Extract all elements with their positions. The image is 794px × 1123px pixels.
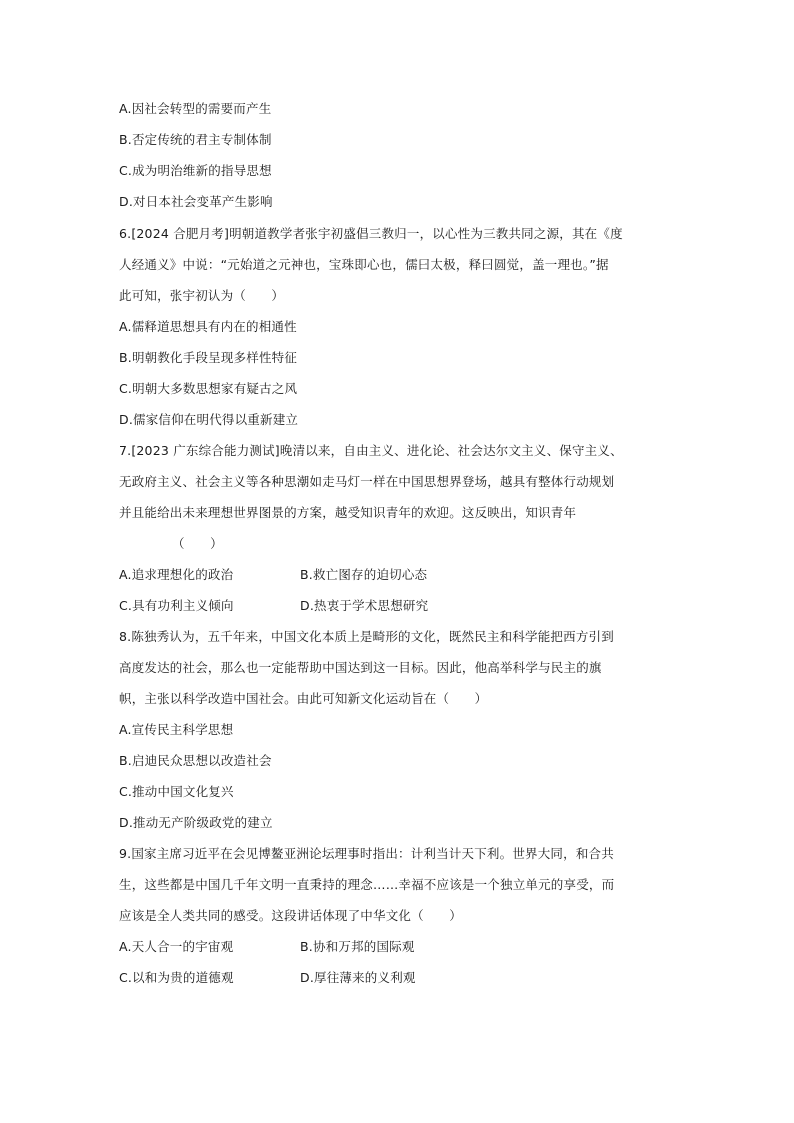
- q7-stem-line-4: （ ）: [172, 536, 223, 551]
- q7-stem-line-2: 无政府主义、社会主义等各种思潮如走马灯一样在中国思想界登场，越具有整体行动规划: [119, 474, 615, 489]
- q6-stem-line-1: 6.[2024 合肥月考]明朝道教学者张宇初盛倡三教归一，以心性为三教共同之源，其在《度: [119, 226, 623, 241]
- q7-stem-line-1: 7.[2023 广东综合能力测试]晚清以来，自由主义、进化论、社会达尔文主义、保守主义、: [119, 443, 623, 458]
- q5-option-a: A.因社会转型的需要而产生: [119, 101, 272, 116]
- q6-option-b: B.明朝教化手段呈现多样性特征: [119, 350, 298, 365]
- q9-option-d: D.厚往薄来的义利观: [300, 970, 416, 985]
- q6-stem-line-3: 此可知，张宇初认为（ ）: [119, 288, 285, 303]
- q7-option-a: A.追求理想化的政治: [119, 567, 234, 582]
- q8-stem-line-2: 高度发达的社会，那么也一定能帮助中国达到这一目标。因此，他高举科学与民主的旗: [119, 660, 602, 675]
- q7-option-c: C.具有功利主义倾向: [119, 598, 234, 613]
- q8-option-c: C.推动中国文化复兴: [119, 784, 234, 799]
- q9-stem-line-1: 9.国家主席习近平在会见博鳌亚洲论坛理事时指出：计利当计天下利。世界大同，和合共: [119, 846, 614, 861]
- q8-option-b: B.启迪民众思想以改造社会: [119, 753, 272, 768]
- q6-option-c: C.明朝大多数思想家有疑古之风: [119, 381, 298, 396]
- q5-option-d: D.对日本社会变革产生影响: [119, 194, 273, 209]
- q9-stem-line-3: 应该是全人类共同的感受。这段讲话体现了中华文化（ ）: [119, 908, 462, 923]
- q8-option-d: D.推动无产阶级政党的建立: [119, 815, 273, 830]
- q8-option-a: A.宣传民主科学思想: [119, 722, 234, 737]
- q9-stem-line-2: 生，这些都是中国几千年文明一直秉持的理念……幸福不应该是一个独立单元的享受，而: [119, 877, 615, 892]
- q7-option-b: B.救亡图存的迫切心态: [300, 567, 428, 582]
- q9-option-b: B.协和万邦的国际观: [300, 939, 415, 954]
- q8-stem-line-3: 帜，主张以科学改造中国社会。由此可知新文化运动旨在（ ）: [119, 691, 488, 706]
- q8-stem-line-1: 8.陈独秀认为，五千年来，中国文化本质上是畸形的文化，既然民主和科学能把西方引到: [119, 629, 614, 644]
- q9-option-a: A.天人合一的宇宙观: [119, 939, 234, 954]
- q6-option-a: A.儒释道思想具有内在的相通性: [119, 319, 297, 334]
- q5-option-b: B.否定传统的君主专制体制: [119, 132, 272, 147]
- q6-option-d: D.儒家信仰在明代得以重新建立: [119, 412, 299, 427]
- q9-option-c: C.以和为贵的道德观: [119, 970, 234, 985]
- q5-option-c: C.成为明治维新的指导思想: [119, 163, 272, 178]
- q6-stem-line-2: 人经通义》中说：“元始道之元神也，宝珠即心也，儒曰太极，释曰圆觉，盖一理也。”据: [119, 257, 609, 272]
- q7-stem-line-3: 并且能给出未来理想世界图景的方案，越受知识青年的欢迎。这反映出，知识青年: [119, 505, 577, 520]
- q7-option-d: D.热衷于学术思想研究: [300, 598, 429, 613]
